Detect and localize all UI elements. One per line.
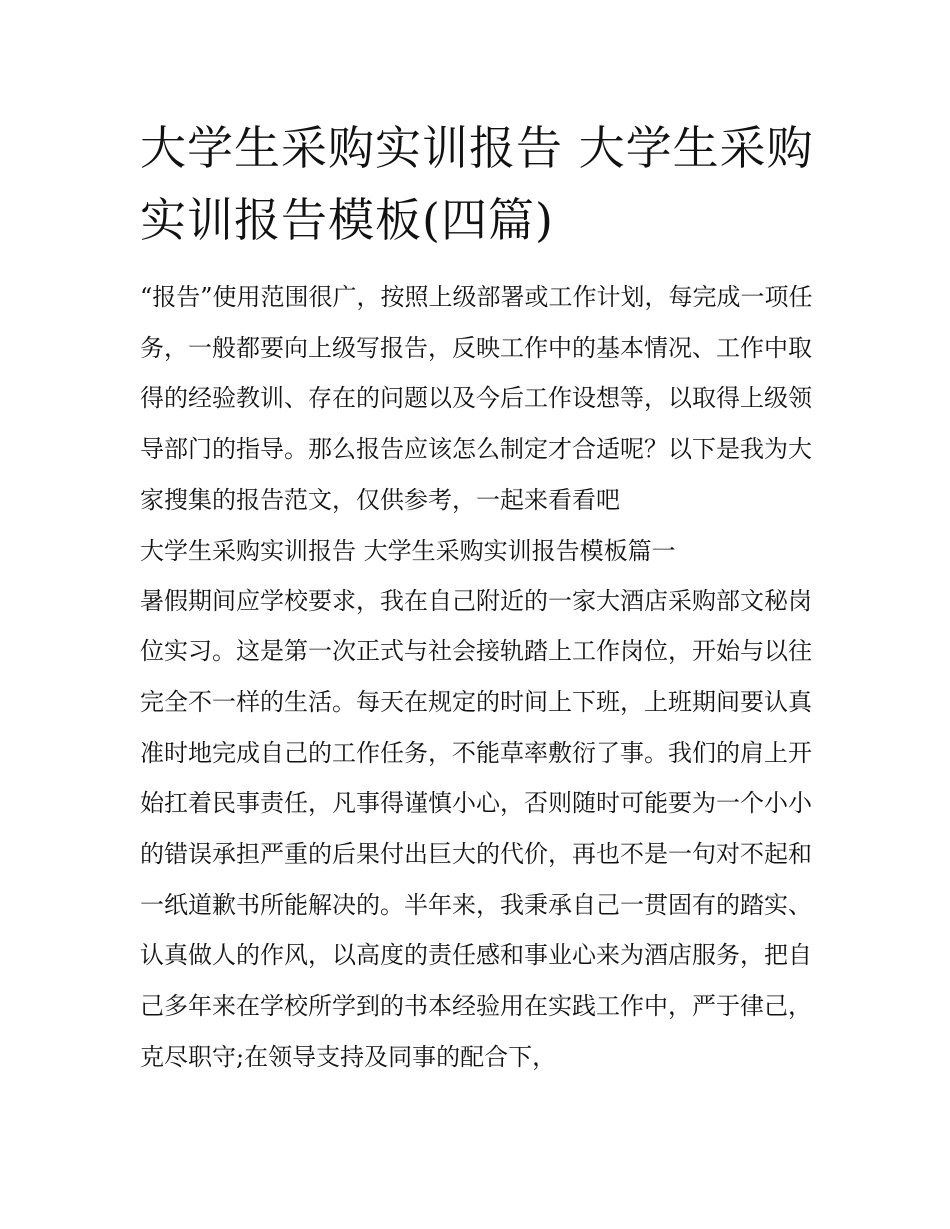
intro-paragraph: “报告”使用范围很广，按照上级部署或工作计划，每完成一项任务，一般都要向上级写报告，反映工作中的基本情况、工作中取得的经验教训、存在的问题以及今后工作设想等，以取得上级领导部门的指导。那么报告应该怎么制定才合适呢？以下是我为大家搜集的报告范文，仅供参考，一起来看看吧 xyxy=(140,283,813,514)
body-paragraph: 暑假期间应学校要求，我在自己附近的一家大酒店采购部文秘岗位实习。这是第一次正式与社会接轨踏上工作岗位，开始与以往完全不一样的生活。每天在规定的时间上下班，上班期间要认真准时地完成自己的工作任务，不能草率敷衍了事。我们的肩上开始扛着民事责任，凡事得谨慎小心，否则随时可能要为一个小小的错误承担严重的后果付出巨大的代价，再也不是一句对不起和一纸道歉书所能解决的。半年来，我秉承自己一贯固有的踏实、认真做人的作风，以高度的责任感和事业心来为酒店服务，把自己多年来在学校所学到的书本经验用在实践工作中，严于律己，克尽职守;在领导支持及同事的配合下， xyxy=(140,586,812,1071)
document-page xyxy=(140,112,820,1083)
document-title: 大学生采购实训报告 大学生采购实训报告模板(四篇) xyxy=(140,121,814,247)
section-heading: 大学生采购实训报告 大学生采购实训报告模板篇一 xyxy=(140,536,676,565)
